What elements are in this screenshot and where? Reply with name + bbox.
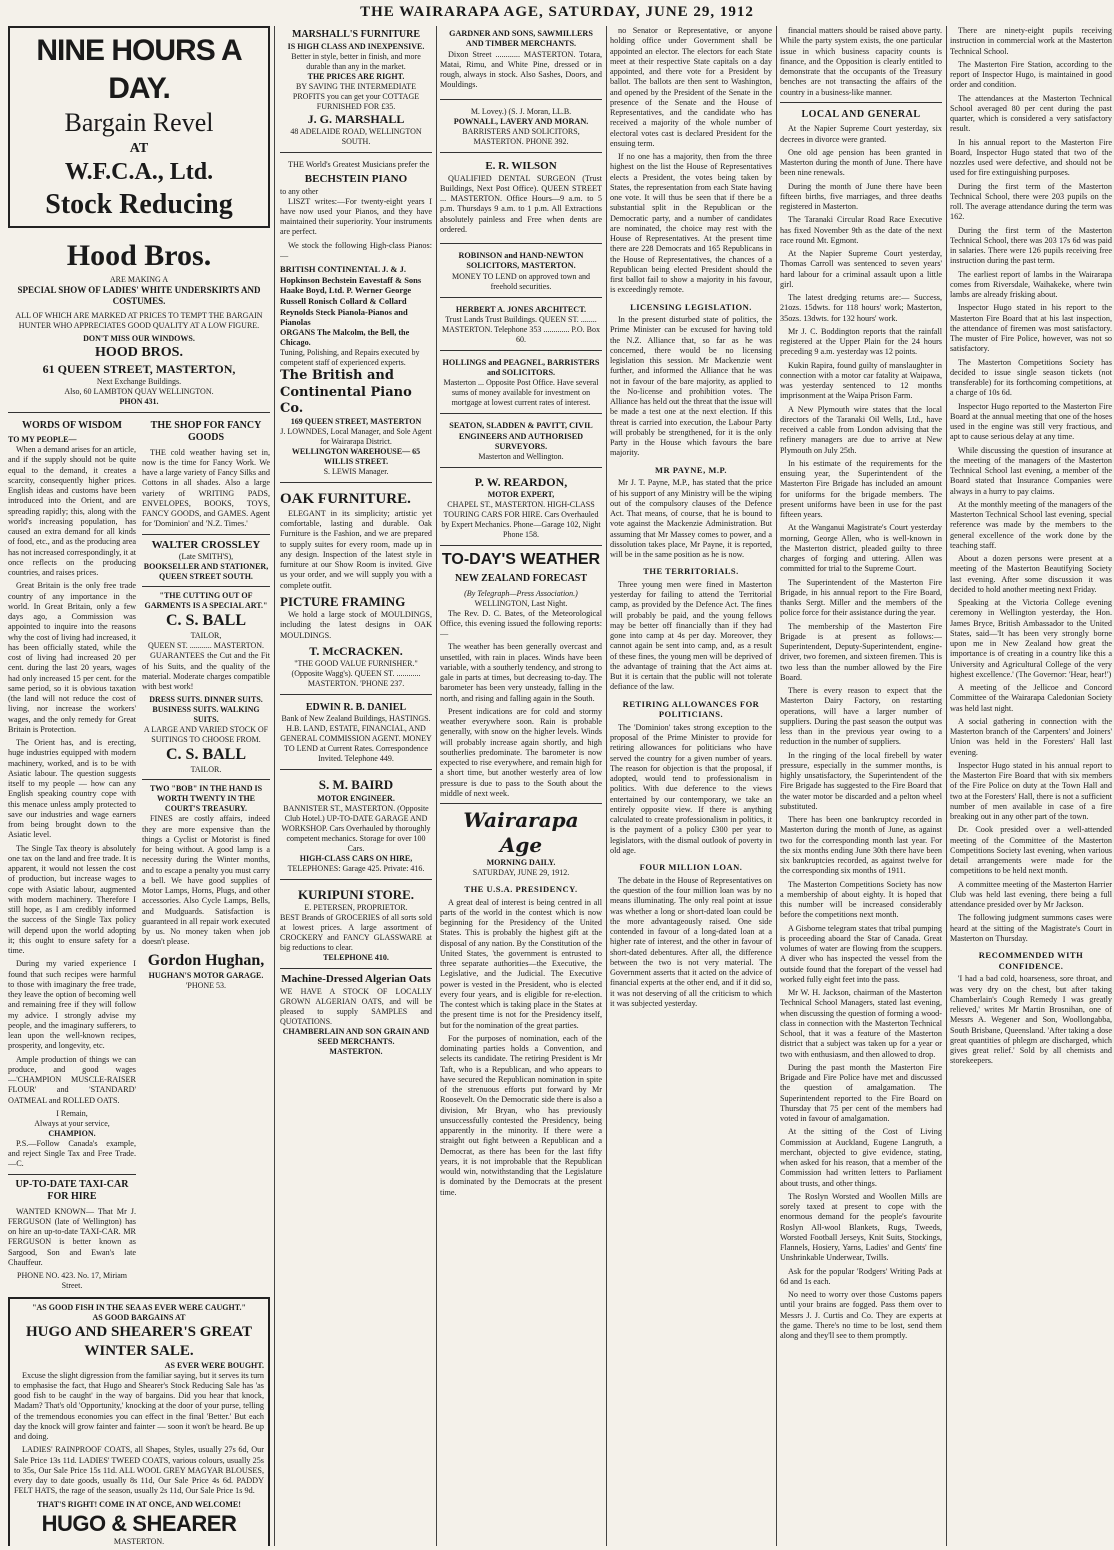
bcp-name: The British and Continental Piano Co. — [280, 368, 412, 416]
warehouse: WELLINGTON WAREHOUSE— 65 WILLIS STREET. — [291, 447, 421, 466]
wfca-at: AT — [129, 140, 149, 156]
marshall-name: J. G. MARSHALL — [307, 111, 405, 126]
paragraph: A great deal of interest is being centred in all parts of the world in the contest which is now beginning for the Presidency of the United States. This is probably the highest gift at the disposal of any nation. By the Constitution of the United States, 'the government is entrusted to three separate authorities—the Executive, the Legislative, and the Judicial. The Executive power is vested in the President, who is elected every four years, and is eligible for re-election. The contest which is taking place in the States at the present time is not for the Presidency itself, but for the nomination of the great parties. — [440, 897, 602, 1030]
paragraph: no Senator or Representative, or anyone holding office under Government shall be appointed an elector. The electors for each State meet at their respective State capitals on a day appointed, and there vote for a President by ballot. The ballots are then sent to Washington, and opened by the President of the Senate in the presence of the Senate and the House of Representatives, and the candidate who has received a majority of the whole number of electoral votes cast is declared President for the ensuing term. — [610, 26, 772, 148]
paragraph: The following judgment summons cases were heard at the sitting of the Magistrate's Court in Masterton on Thursday. — [950, 913, 1112, 943]
reardon-body: CHAPEL ST., MASTERTON. HIGH-CLASS TOURING CARS FOR HIRE. Cars Overhauled by Expert Mechanics. Phone—Garage 102, Night Phone 158. — [441, 500, 601, 539]
piano-list: BRITISH CONTINENTAL J. & J. Hopkinson Bechstein Eavestaff & Sons Haake Boyd, Ltd. P. Werner George Russell Ronisch Collard & Collard Reynolds Steck Pianola-Pianos and Pianolas — [280, 264, 422, 328]
paragraph: During my varied experience I found that such recipes were harmful to those with imaginary the free trade, they leave the option of becoming well and remaining free if they will follow my advice. I strongly advise my people, and the imaginary sufferers, to lean upon the well-known recipes, prosperity, and longevity, etc. — [8, 959, 136, 1051]
pownall-title: POWNALL, LAVERY AND MORAN. — [453, 116, 589, 126]
paragraph: The Masterton Fire Station, according to the report of Inspector Hugo, is maintained in good order and condition. — [950, 59, 1112, 90]
column-3 — [440, 26, 602, 1546]
paragraph: A committee meeting of the Masterton Harrier Club was held last evening, there being a full attendance presided over by Mr Jackson. — [950, 879, 1112, 909]
marshall-line: THE PRICES ARE RIGHT. — [307, 71, 405, 81]
paragraph: Mr J. C. Boddington reports that the rainfall registered at the Upper Plain for the 24 hours preceding 9 a.m. yesterday was 12 points. — [780, 326, 942, 357]
paragraph: Inspector Hugo stated in his report to the Masterton Fire Board that at his last inspection, the attendance of firemen was most satisfactory. The muster of Fire Police, however, was not so satisfactory. — [950, 303, 1112, 354]
walter-sub: (Late SMITH'S), — [178, 552, 234, 562]
hollings-advert — [440, 355, 602, 415]
paragraph: There are ninety-eight pupils receiving instruction in commercial work at the Masterton Technical School. — [950, 26, 1112, 56]
wilson-advert — [440, 157, 602, 244]
hugo-bargains: AS GOOD BARGAINS AT — [92, 1313, 186, 1322]
paragraph: Ask for the popular 'Rodgers' Writing Pads at 6d and 1s each. — [780, 1266, 942, 1286]
taxi-phone: PHONE NO. 423. No. 17, Miriam Street. — [17, 1271, 127, 1290]
pownall-body: BARRISTERS AND SOLICITORS, MASTERTON. PHONE 392. — [462, 126, 580, 146]
hollings-title: HOLLINGS and PEAGNEL, BARRISTERS and SOLICITORS. — [442, 357, 600, 377]
gordon-sub: HUGHAN'S MOTOR GARAGE. — [148, 970, 264, 980]
csball-tailor: TAILOR. — [190, 765, 222, 775]
robinson-body: MONEY TO LEND on approved town and freehold securities. — [451, 271, 591, 291]
loan-heading: FOUR MILLION LOAN. — [639, 862, 743, 873]
paragraph: The 'Dominion' takes strong exception to the proposal of the Prime Minister to provide for retiring allowances for politicians who have served the country for a given number of years. The reason for objection is that the proposal, if adopted, would tend to professionalism in politics. With due deference to the views entertained by our contemporary, we take an entirely opposite view. If there is anything calculated to create professionalism in politics, it is the payment of a policy £300 per year to legislators, with the dismal outlook of poverty in old age. — [610, 722, 772, 855]
retiring-heading: RETIRING ALLOWANCES FOR POLITICIANS. — [622, 698, 760, 720]
hugo-come: THAT'S RIGHT! COME IN AT ONCE, AND WELCOME! — [37, 1499, 241, 1509]
paragraph: In his estimate of the requirements for the ensuing year, the Superintendent of the Masterton Fire Brigade has included an amount for uniforms for the brigade members. The present uniforms have been in use for the past fifteen years. — [780, 458, 942, 519]
marshall-line: Better in style, better in finish, and more durable than any in the market. — [291, 51, 421, 71]
reardon-title: P. W. REARDON, — [474, 475, 568, 489]
gordon-phone: 'PHONE 53. — [185, 980, 227, 990]
column-2 — [280, 26, 432, 1546]
bcp-address: 169 QUEEN STREET, MASTERTON — [290, 417, 422, 426]
shop-column — [142, 417, 270, 1292]
paragraph: Present indications are for cold and stormy weather everywhere soon. Rain is probable generally, with snow on the higher levels. Winds will probably increase again shortly, and high southerlies predominate. The barometer is now expected to rise everywhere, and remain high for a short time, but another westerly area of low pressure is due to pass to the South about the middle of next week. — [440, 706, 602, 798]
paragraph: The Rev. D. C. Bates, of the Meteorological Office, this evening issued the following reports:— — [440, 608, 602, 638]
paragraph: The latest dredging returns are:— Success, 21ozs. 15dwts. for 118 hours' work; Masterton, 35ozs. 13dwts. for 132 hours' work. — [780, 293, 942, 323]
oats-body: WE HAVE A STOCK OF LOCALLY GROWN ALGERIAN OATS, and will be pleased to supply SAMPLES and QUOTATIONS. — [280, 986, 432, 1026]
paragraph: In his annual report to the Masterton Fire Board, Inspector Hugo stated that two of the nozzles used were defective, and should not be used for fire extinguishing purposes. — [950, 137, 1112, 178]
paragraph: 'I had a bad cold, hoarseness, sore throat, and was very dry on the chest, but after taking Chamberlain's Cough Remedy I was greatly relieved,' writes Mr Martin Brosnihan, one of Messrs A. Wegener and Son, Woollongabba, South Brisbane, Queensland. 'After taking a dose great quantities of phlegm are discharged, which gives great relief.' Sold by all chemists and storekeepers. — [950, 974, 1112, 1066]
large-stock: A LARGE AND VARIED STOCK OF SUITINGS TO CHOOSE FROM. — [143, 725, 269, 745]
bechstein-line: to any other — [280, 186, 319, 196]
baird-name: S. M. BAIRD — [318, 777, 394, 793]
signature: Always at your service, — [34, 1118, 110, 1128]
kuripuni-body: BEST Brands of GROCERIES of all sorts sold at lowest prices. A large assortment of CROCKERY and FANCY GLASSWARE at big reductions to clear. — [280, 912, 432, 952]
dress-suits: DRESS SUITS. DINNER SUITS. BUSINESS SUITS. WALKING SUITS. — [149, 695, 263, 725]
hood-line: DON'T MISS OUR WINDOWS. — [83, 334, 195, 343]
hire-tel: TELEPHONES: Garage 425. Private: 416. — [287, 863, 425, 873]
gardner-title: GARDNER AND SONS, SAWMILLERS AND TIMBER MERCHANTS. — [449, 29, 593, 49]
words-sub: TO MY PEOPLE— — [8, 435, 77, 444]
daniel-name: EDWIN R. B. DANIEL — [305, 701, 407, 713]
hugo-bought: AS EVER WERE BOUGHT. — [164, 1360, 264, 1370]
hood-line: SPECIAL SHOW OF LADIES' WHITE UNDERSKIRTS AND COSTUMES. — [17, 284, 261, 306]
usa-heading: THE U.S.A. PRESIDENCY. — [464, 884, 578, 894]
hugo-quote: "AS GOOD FISH IN THE SEA AS EVER WERE CAUGHT." — [32, 1303, 246, 1312]
hood-line: HOOD BROS. — [95, 345, 183, 360]
paragraph: We hold a large stock of MOULDINGS, including the latest designs in OAK MOULDINGS. — [280, 610, 432, 640]
gardner-advert — [440, 26, 602, 100]
paragraph: Excuse the slight digression from the familiar saying, but it serves its turn to emphasise the fact, that Hugo and Shearer's Stock Reducing Sale has 'as good fish to be caught' in the way of bargains. Did you hear that knock, Madam? That's old 'Opportunity,' knocking at the door of your purse, telling of the tremendous economies you can effect in the final 'Better.' But each day the knock will grow fainter and fainter — soon it won't be heard. Be up and doing. — [14, 1370, 264, 1441]
paragraph: At the monthly meeting of the managers of the Masterton Technical School last evening, special reference was made by the members to the general excellence of the work done by the teaching staff. — [950, 499, 1112, 550]
reardon-sub: MOTOR EXPERT, — [487, 490, 555, 499]
paragraph: Dixon Street ............ MASTERTON. Totara, Matai, Rimu, and White Pine, dressed or in rough, always in stock. Also Sashes, Doors, and Mouldings. — [440, 49, 602, 90]
paragraph: LISZT writes:—For twenty-eight years I have now used your Pianos, and they have maintained their superiority. Your instruments are perfect. — [280, 196, 432, 237]
paragraph: If no one has a majority, then from the three highest on the list the House of Representatives elects a President, the votes being taken by States, the representation from each State having one vote. It will thus be seen that if there be a substantial split in the Republican or the Democratic party, and a number of candidates are nominated, the choice may rest with the House of Representatives. At the present time there are 228 Democrats and 165 Republicans in the House of Representatives, the chances of a Republican being elected President should the first ballot fail to show a majority in his favour, is exceedingly remote. — [610, 152, 772, 295]
hood-title: Hood Bros. — [66, 239, 212, 272]
kuripuni-advert — [280, 884, 432, 969]
lewis: S. LEWIS Manager. — [323, 467, 389, 476]
marshall-line: IS HIGH CLASS AND INEXPENSIVE. — [287, 41, 425, 51]
walter-line: BOOKSELLER AND STATIONER, QUEEN STREET SOUTH. — [143, 562, 269, 582]
jones-title: HERBERT A. JONES ARCHITECT. — [455, 304, 587, 314]
taxi-heading: UP-TO-DATE TAXI-CAR FOR HIRE — [15, 1178, 129, 1202]
hood-advert — [8, 234, 270, 413]
wfca-advert — [8, 26, 270, 228]
hood-line: 61 QUEEN STREET, MASTERTON, — [42, 361, 236, 376]
paragraph: FINES are costly affairs, indeed they are more expensive than the things a Cyclist or Motorist is fined for being without. A good lamp is a necessity during the Winter months, and to escape a penalty you must carry a bell. We have good supplies of Motor Lamps, Horns, Plugs, and other accessories. Also Cycle Lamps, Bells, and Mudguards. Satisfaction is guaranteed in all repair work executed by us. No money taken when job doesn't please. — [142, 814, 270, 947]
paragraph: Ample production of things we can produce, and good wages—'CHAMPION MUSCLE-RAISER FLOUR' and 'STANDARD' OATMEAL and ROLLED OATS. — [8, 1054, 136, 1105]
marshall-address: 48 ADELAIDE ROAD, WELLINGTON SOUTH. — [290, 126, 422, 146]
csball-name: C. S. BALL — [165, 746, 247, 764]
paragraph: A New Plymouth wire states that the local directors of the Taranaki Oil Wells, Ltd., have received a cable from London advising that the refinery managers are due to arrive at New Plymouth on July 25th. — [780, 404, 942, 455]
kuripuni-name: KURIPUNI STORE. — [297, 886, 415, 902]
weather-sub: NEW ZEALAND FORECAST — [454, 573, 588, 584]
seaton-title: SEATON, SLADDEN & PAVITT, CIVIL ENGINEERS AND AUTHORISED SURVEYORS. — [449, 421, 593, 451]
wilson-title: E. R. WILSON — [485, 159, 557, 172]
paragraph: The attendances at the Masterton Technical School averaged 80 per cent during the past quarter, which is considered a very satisfactory result. — [950, 93, 1112, 134]
hood-line: Also, 60 LAMBTON QUAY WELLINGTON. — [64, 386, 214, 396]
lowndes: J. LOWNDES, Local Manager, and Sole Agent for Wairarapa District. — [280, 427, 432, 446]
walter-crossley: WALTER CROSSLEY — [151, 538, 261, 551]
kuripuni-sub: E. PETERSEN, PROPRIETOR. — [304, 902, 408, 912]
column-rule — [436, 26, 437, 1546]
age-date: SATURDAY, JUNE 29, 1912. — [472, 868, 570, 877]
paragraph: The Single Tax theory is absolutely one tax on the land and free trade. It is apparent, it would not lessen the cost of production, but increase wages to cope with Asiatic labour, augmented with modern machinery. Therefore I still hope, as I am credibly informed the success of the Single Tax policy will depend upon the world adopting it; this ought to ensure safety for a time. — [8, 843, 136, 955]
paragraph: One old age pension has been granted in Masterton during the month of June. There have been nine renewals. — [780, 147, 942, 178]
paragraph: A social gathering in connection with the Masterton branch of the Carpenters' and Joiners' Union was held in the Foresters' Hall last evening. — [950, 716, 1112, 757]
baird-body: BANNISTER ST., MASTERTON. (Opposite Club Hotel.) UP-TO-DATE GARAGE AND WORKSHOP. Cars Overhauled by thoroughly competent mechanics. Storage for over 100 Cars. — [281, 803, 431, 853]
mccracken-name: T. McCRACKEN. — [309, 643, 403, 658]
paragraph: The Superintendent of the Masterton Fire Brigade, in his annual report to the Fire Board, thanks Sergt. Miller and the members of the police force for their assistance during the year. — [780, 577, 942, 618]
signature: I Remain, — [56, 1108, 88, 1118]
oak-title: OAK FURNITURE. — [280, 491, 411, 507]
column-1 — [8, 26, 270, 1546]
marshall-line: BY SAVING THE INTERMEDIATE PROFITS you can get your COTTAGE FURNISHED FOR £35. — [292, 81, 420, 111]
paragraph: THE cold weather having set in, now is the time for Fancy Work. We have a large variety of Fancy Silks and Cottons in all shades. Also a large variety of WRITING PADS, ENVELOPES, BOOKS, TOYS, FANCY GOODS, and GAMES. Agent for 'Dominion' and 'N.Z. Times.' — [142, 447, 270, 529]
hire: HIGH-CLASS CARS ON HIRE, — [299, 853, 413, 863]
paragraph: We stock the following High-class Pianos:— — [280, 240, 432, 260]
paragraph: The Roslyn Worsted and Woollen Mills are sorely taxed at present to cope with the enormous demand for the people's favourite Roslyn All-wool Blankets, Rugs, Tweeds, Worsted Football Jerseys, Knit Suits, Stockings, Flannels, Hosiery, Yarns, Ladies' and Gents' fine Unshrinkable Underwear, Twills. — [780, 1191, 942, 1263]
column-5 — [780, 26, 942, 1546]
paragraph: The Masterton Competitions Society has decided to issue single season tickets (not transferable) for its forthcoming competitions, at a charge of 10s 6d. — [950, 357, 1112, 398]
paragraph: At the Napier Supreme Court yesterday, six decrees in divorce were granted. — [780, 124, 942, 144]
chamberlain-town: MASTERTON. — [329, 1046, 383, 1056]
words-heading: WORDS OF WISDOM — [21, 419, 122, 431]
oak-advert — [280, 487, 432, 695]
baird-advert — [280, 774, 432, 879]
paragraph: Kukin Rapira, found guilty of manslaughter in connection with a motor car fatality at Waipawa, was yesterday sentenced to 12 months imprisonment at the Waipa Prison Farm. — [780, 360, 942, 401]
paragraph: In the ringing of the local firebell by water pressure, especially in the summer months, is highly unsatisfactory, the Superintendent of the Fire Brigade has suggested to the Fire Board that the water motor be discarded and a pelton wheel substituted. — [780, 750, 942, 811]
paragraph: The earliest report of lambs in the Wairarapa comes from Riversdale, Waihakeke, where twin lambs are already frisking about. — [950, 269, 1112, 299]
oats-advert — [280, 973, 432, 1057]
paragraph: Dr. Cook presided over a well-attended meeting of the Committee of the Masterton Competitions Society last evening, when various detail arrangements were made for the competitions to be held next month. — [950, 825, 1112, 876]
paragraph: The weather has been generally overcast and unsettled, with rain in places. Winds have been variable, with a southerly tendency, and strong to gale in parts at times, but decreasing to-day. The barometer has been very unsteady, falling in the north, and rising and falling again in the South. — [440, 642, 602, 703]
weather-dateline: WELLINGTON, Last Night. — [474, 598, 568, 608]
tuning: Tuning, Polishing, and Repairs executed by competent staff of experienced experts. — [280, 348, 420, 368]
shop-heading: THE SHOP FOR FANCY GOODS — [150, 419, 262, 443]
jones-body: Trust Lands Trust Buildings. QUEEN ST. ........ MASTERTON. Telephone 353 ............. P.O. Box 60. — [442, 314, 600, 344]
mccracken-address: (Opposite Wagg's). QUEEN ST. ............ MASTERTON. 'PHONE 237. — [291, 668, 421, 688]
column-rule — [606, 26, 607, 1546]
paragraph: At the Wanganui Magistrate's Court yesterday morning, George Allen, who is well-known in the Masterton district, pleaded guilty to three charges of forging and uttering. Allen was committed for trial to the Supreme Court. — [780, 523, 942, 574]
paragraph: The Masterton Competitions Society has now a membership of about eighty. It is hoped that this number will be increased considerably before the competitions next month. — [780, 879, 942, 920]
hood-line: PHON 431. — [119, 396, 159, 406]
hugo-name: HUGO & SHEARER — [41, 1510, 237, 1536]
csball-address: QUEEN ST. ........... MASTERTON. — [147, 641, 265, 651]
paragraph: At the sitting of the Cost of Living Commission at Auckland, Eugene Langruth, a merchant, objected to give evidence, stating, when asked for his reason, that a member of the Commission had written letters to Parliament about trusts, and other things. — [780, 1127, 942, 1188]
chamberlain: CHAMBERLAIN AND SON GRAIN AND SEED MERCHANTS. — [282, 1026, 430, 1046]
paragraph: The Orient has, and is erecting, huge industries equipped with modern machinery, worked, and is to be with Asiatic labour. The question suggests itself to my people — how can any English speaking country cope with this menace unless amply protected to save our industries and wage earners from being brought down to the Asiatic level. — [8, 738, 136, 840]
paragraph: While discussing the question of insurance at the meeting of the managers of the Masterton Technical School last evening, a member of the Board stated that Insurance Companies were always in a hurry to pay claims. — [950, 445, 1112, 496]
hugo-town: MASTERTON. — [113, 1537, 165, 1546]
licensing-heading: LICENSING LEGISLATION. — [630, 301, 752, 312]
paragraph: P.S.—Follow Canada's example, and reject Single Tax and Free Trade.—C. — [8, 1138, 136, 1169]
signature: CHAMPION. — [48, 1128, 96, 1138]
paragraph: The debate in the House of Representatives on the question of the four million loan was by no means illuminating. The only real point at issue was whether a long or short-dated loan could be the more advantageously raised. One side contended in favour of a long-dated loan at a higher rate of interest, and the other in favour of short-dated debentures. After all, the difference between the two is not very material. The Government asserts that it acted on the advice of financial experts at the other end, and if it did so, it was not deserving of all the criticism to which it was subjected yesterday. — [610, 875, 772, 1008]
paragraph: During the past month the Masterton Fire Brigade and Fire Police have met and discussed the question of amalgamation. The Superintendent reported to the Fire Board on Thursday that 75 per cent of the members had voted in favour of amalgamation. — [780, 1062, 942, 1123]
paragraph: A Gisborne telegram states that tribal pumping is proceeding aboard the Star of Canada. Great volumes of water are flowing from the scuppers. A diver who has inspected the vessel from the outside found that the forepart of the vessel had worked fully eight feet into the pass. — [780, 923, 942, 984]
payne-heading: MR PAYNE, M.P. — [654, 464, 728, 475]
masthead: THE WAIRARAPA AGE, SATURDAY, JUNE 29, 1912 — [360, 4, 754, 20]
paragraph: Inspector Hugo stated in his annual report to the Masterton Fire Board that with six members of the Fire Police on duty at the Town Hall and two at the Foresters' Hall, there is not a sufficient number of men available in case of a fire breaking out in any other part of the town. — [950, 760, 1112, 821]
seaton-body: Masterton and Wellington. — [478, 452, 564, 461]
paragraph: When a demand arises for an article, and if the supply should not be quite equal to the demand, it creates a scarcity, consequently higher prices. English ideas and customs have been introduced into the Orient, and are spreading rapidly; this, along with the world's increasing population, has caused an extra demand for all kinds of food, etc., and as the producing area has not increased correspondingly, it at once reflects on the producing countries, and raises prices. — [8, 445, 136, 577]
paragraph: In the present disturbed state of politics, the Prime Minister can be excused for having told the N.Z. Alliance that, so far as he was concerned, there would be no licensing legislation this session. Mr Mackenzie went further, and informed the Alliance that he was not in favour of the bare majority, as applied to the No-license and prohibition votes. The Alliance has held out the threat that the issue will be made a test one at the next election. If this threat is carried into execution, the Labour Party will probably be strengthened, for it is the only Party in the House which favours the bare majority. — [610, 315, 772, 458]
paragraph: During the month of June there have been fifteen births, five marriages, and three deaths registered in Masterton. — [780, 181, 942, 211]
territorials-heading: THE TERRITORIALS. — [643, 566, 739, 577]
baird-sub: MOTOR ENGINEER. — [317, 793, 395, 803]
hugo-title: HUGO AND SHEARER'S GREAT WINTER SALE. — [25, 1324, 252, 1359]
words-of-wisdom — [8, 417, 136, 1292]
gordon-hughan: Gordon Hughan, — [147, 951, 265, 969]
paragraph: During the first term of the Masterton Technical School, there was 203 17s 6d was paid in salaries. There were 126 pupils receiving free instruction during the past term. — [950, 225, 1112, 266]
wfca-name: W.F.C.A., Ltd. — [64, 159, 214, 185]
paragraph: WANTED KNOWN— That Mr J. FERGUSON (late of Wellington) has on hire an up-to-date TAXI-CAR. MR FERGUSON is better known as Sargood, Son and Ewan's late Chauffeur. — [8, 1206, 136, 1267]
wfca-bargain: Bargain Revel — [64, 108, 214, 137]
marshall-advert — [280, 26, 432, 153]
hugo-advert — [8, 1297, 270, 1546]
paragraph: QUALIFIED DENTAL SURGEON (Trust Buildings, Next Post Office). QUEEN STREET ... MASTERTON. Office Hours—9 a.m. to 5 p.m. Thursdays 9 a.m. to 1 p.m. All Extractions absolutely painless and Free when dents are ordered. — [440, 173, 602, 234]
bechstein-advert — [280, 157, 432, 484]
bechstein-name: BECHSTEIN PIANO — [304, 172, 408, 185]
paragraph: Speaking at the Victoria College evening ceremony in Wellington yesterday, the Hon. James Bryce, British Ambassador to the United States, said—'It has been very strongly borne upon me in New Zealand how great the importance is of creating in a country like this a University and Agricultural College of the very highest excellence.' (The Governor: 'Hear, hear!') — [950, 598, 1112, 679]
paragraph: A meeting of the Jellicoe and Concord Committee of the Wairarapa Caledonian Society was held last night. — [950, 683, 1112, 713]
seaton-advert — [440, 418, 602, 468]
paragraph: Three young men were fined in Masterton yesterday for failing to attend the Territorial camp, as provided by the Defence Act. The fines will probably be paid, and the young fellows may be better off financially than if they had gone into camp at 4s per day. Moreover, they cannot again be sent into camp, and, as a result of these fines, the young men will be deprived of the advantage of training that the Act aims at. But it is certain that the public will not tolerate defiance of the law. — [610, 579, 772, 692]
paragraph: During the first term of the Masterton Technical School, there were 203 pupils on the roll. The average attendance during the term was 162. — [950, 181, 1112, 222]
paragraph: LADIES' RAINPROOF COATS, all Shapes, Styles, usually 27s 6d, Our Sale Price 13s 11d. LADIES' TWEED COATS, various colours, usually 25s to 35s, Our Sale Price 15s 11d. ALL WOOL GREY MAGYAR BLOUSES, every day to date goods, usually 8s 11d, Our Sale Price 4s 6d. PADDY FELT HATS, the rage of the season, usually 2s 11d, Our Sale Price 1s 9d. — [14, 1445, 264, 1496]
hollings-body: Masterton ... Opposite Post Office. Have several sums of money available for investment on mortgage at lowest current rates of interest. — [443, 378, 599, 408]
daniel-body: Bank of New Zealand Buildings, HASTINGS. H.B. LAND, ESTATE, FINANCIAL, AND GENERAL COMMISSION AGENT. MONEY TO LEND at Current Rates. Correspondence Invited. Telephone 449. — [280, 714, 432, 764]
paragraph: financial matters should be raised above party. While the party system exists, the one particular issue in which business capacity counts is finance, and the Opposition is clearly entitled to demonstrate that the occupants of the Treasury benches are not transacting the affairs of the country in a business-like manner. — [780, 26, 942, 97]
age-sub: MORNING DAILY. — [486, 858, 556, 867]
kuripuni-tel: TELEPHONE 410. — [323, 952, 389, 962]
paragraph: THE World's Greatest Musicians prefer the — [288, 159, 430, 169]
paragraph: GUARANTEES the Cut and the Fit of his Suits, and the quality of the material. Moderate charges compatible with best work! — [142, 651, 270, 691]
wfca-headline: NINE HOURS A DAY. — [36, 34, 242, 105]
wfca-stock: Stock Reducing — [45, 189, 233, 220]
pownall-advert — [440, 104, 602, 153]
csball-name: C. S. BALL — [165, 612, 247, 630]
paragraph: There is every reason to expect that the Masterton Dairy Factory, on restarting operations, will have a larger number of suppliers. During the past season the output was less than in the previous year owing to a reduction in the number of suppliers. — [780, 686, 942, 747]
mccracken-sub: "THE GOOD VALUE FURNISHER." — [294, 658, 418, 668]
paragraph: Great Britain is the only free trade country of any importance in the world. In Great Britain, only a few days ago, a Commission was appointed to inquire into the reasons why the cost of living had increased, it has been officially stated, while the cost of living had increased 20 per cent. during the last 20 years, wages had only increased 15 per cent. for the same period, so it is obvious taxation (the land will not reduce the cost of living, nor increase the workers' wages, and the only remedy for Great Britain is Protection. — [8, 581, 136, 734]
column-4 — [610, 26, 772, 1546]
local-general-heading: LOCAL AND GENERAL — [801, 108, 921, 120]
paragraph: The membership of the Masterton Fire Brigade is at present as follows:—Superintendent, Deputy-Superintendent, engine-driver, two foremen, and sixteen firemen. This is two less than the number allowed by the Fire Board. — [780, 621, 942, 682]
weather-heading: TO-DAY'S WEATHER — [441, 551, 601, 568]
recommended-heading: RECOMMENDED WITH CONFIDENCE. — [978, 950, 1084, 971]
hood-line: Next Exchange Buildings. — [96, 376, 182, 386]
marshall-title: MARSHALL'S FURNITURE — [291, 29, 421, 40]
pownall-pre: M. Lovey.) (S. J. Moran, LL.B. — [470, 106, 572, 116]
hood-line: ALL OF WHICH ARE MARKED AT PRICES TO TEMPT THE BARGAIN HUNTER WHO APPRECIATES GOOD QUALITY AT A LOW FIGURE. — [15, 311, 263, 330]
wairarapa-age-title: Wairarapa Age — [463, 808, 579, 857]
robinson-advert — [440, 248, 602, 298]
two-bob: TWO "BOB" IN THE HAND IS WORTH TWENTY IN THE COURT'S TREASURY. — [149, 784, 263, 814]
column-rule — [274, 26, 275, 1546]
paragraph: For the purposes of nomination, each of the dominating parties holds a Convention, and selects its candidate. The retiring President is Mr Taft, who is a Republican, and who appears to have secured the Republican nomination in spite of the strenuous efforts put forward by Mr Roosevelt. On the Democratic side there is also a division, Mr Bryan, who has previously unsuccessfully contested the Presidency, being apparently in the minority. If there were a straight out fight between a Republican and a Democrat, as there has been for the last fifty years, it is not improbable that the Republican would win, notwithstanding that the Legislature is dominated by the Democrats at the present time. — [440, 1033, 602, 1197]
hood-line: ARE MAKING A — [109, 274, 169, 284]
column-rule — [776, 26, 777, 1546]
oats-title: Machine-Dressed Algerian Oats — [281, 972, 431, 985]
col1-split — [8, 417, 270, 1292]
paragraph: Mr W. H. Jackson, chairman of the Masterton Technical School Managers, stated last evening, when discussing the question of forming a wood-class in connection with the Masterton Technical School, that it was a feature of the Masterton district that a subject was taken up for a year or two with enthusiasm, and then allowed to drop. — [780, 988, 942, 1059]
reardon-advert — [440, 472, 602, 546]
jones-advert — [440, 302, 602, 351]
paragraph: There has been one bankruptcy recorded in Masterton during the month of June, as against two for the corresponding month last year. For the six months ending June 30th there have been six bankruptcies recorded, as against twelve for the corresponding six months of 1911. — [780, 815, 942, 876]
paragraph: No need to worry over those Customs papers until your brains are fogged. Pass them over to Messrs J. J. Curtis and Co. They are experts at the game. There's no time to be lost, send them along and they'll see to them promptly. — [780, 1290, 942, 1340]
paragraph: ELEGANT in its simplicity; artistic yet comfortable, lasting and durable. Oak Furniture is the Fashion, and we are prepared to supply suites for every room, made up in any design. Inspection of the latest style in furniture at our Show Room is invited. Give us your order, and we will supply you with a complete outfit. — [280, 508, 432, 590]
organs: ORGANS The Malcolm, the Bell, the Chicago. — [280, 327, 410, 347]
robinson-title: ROBINSON and HAND-NEWTON SOLICITORS, MASTERTON. — [458, 251, 584, 271]
paragraph: About a dozen persons were present at a meeting of the Masterton Beautifying Society last evening. After some discussion it was decided to hold another meeting next Friday. — [950, 554, 1112, 594]
paragraph: Mr J. T. Payne, M.P., has stated that the price of his support of any Ministry will be the wiping out of the compulsory clauses of the Defence Act. That means, of course, that he is bound to vote against the Mackenzie Administration. But assuming that Mr Massey comes to power, and a dissolution takes place, Mr Payne, it is reported, will be in the same position as he is now. — [610, 478, 772, 559]
cutting-line: "THE CUTTING OUT OF GARMENTS IS A SPECIAL ART." — [144, 591, 268, 611]
csball-tailor: TAILOR, — [190, 631, 222, 641]
weather-source: (By Telegraph—Press Association.) — [464, 588, 578, 598]
paragraph: Inspector Hugo reported to the Masterton Fire Board at the annual meeting that one of the hoses used in the engine was still very fractious, and apt to cause serious delay at any time. — [950, 401, 1112, 442]
column-6 — [950, 26, 1112, 1546]
daniel-advert — [280, 699, 432, 771]
column-rule — [946, 26, 947, 1546]
paragraph: At the Napier Supreme Court yesterday, Thomas Carroll was sentenced to seven years' hard labour for a criminal assault upon a little girl. — [780, 249, 942, 289]
picture-title: PICTURE FRAMING — [280, 593, 406, 609]
paragraph: The Taranaki Circular Road Race Executive has fixed November 9th as the date of the next race round Mt. Egmont. — [780, 215, 942, 245]
